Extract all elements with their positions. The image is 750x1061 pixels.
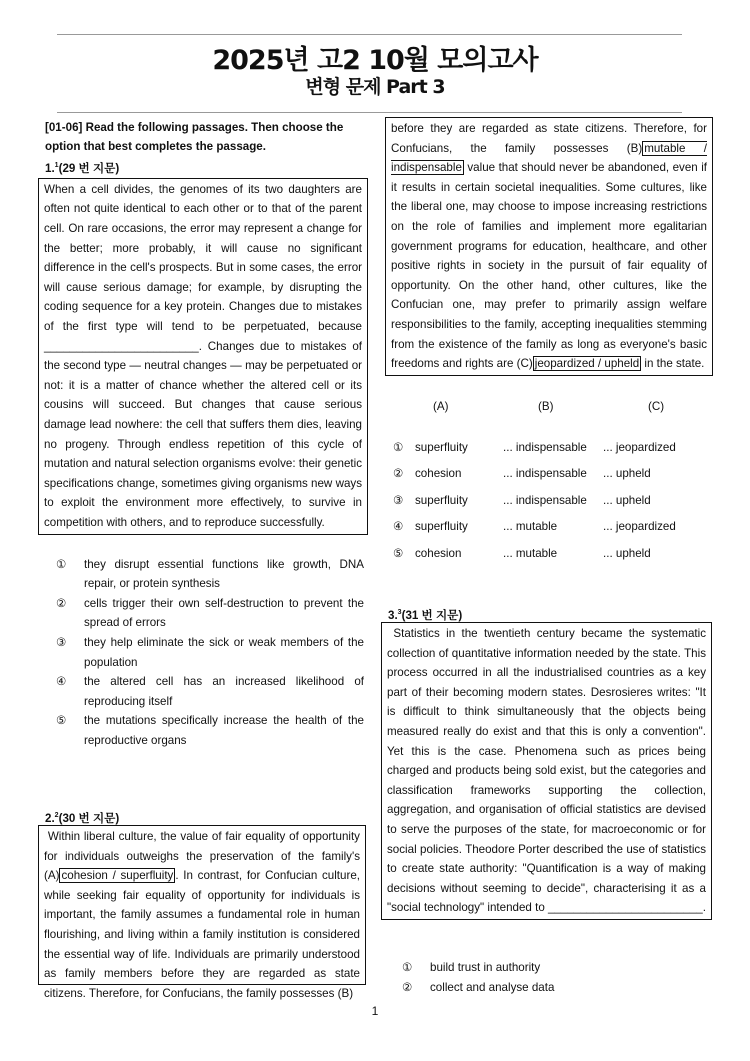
cell: ... upheld	[603, 493, 651, 507]
cell: ... indispensable	[503, 440, 587, 454]
q2-passage-part2: before they are regarded as state citizens. Therefore, for Confucians, the family possesses (B) mutable / indispensable value that should never be abandoned, even if it results in certain societal inequalities. Some cultures, like the liberal one, may choose to impose increasing restrictions on the role of families and implement more egalitarian government programs for education, healthcare, and other positive rights in society in the pursuit of fair equality of opportunity. On the other hand, other cultures, like the Confucian one, may prefer to primarily assign welfare responsibilities to the family, accepting inequalities stemming from the existence of the family as long as everyone's basic freedoms and rights are (C) jeopardized / upheld in the state.	[385, 117, 713, 376]
blank-a: cohesion / superfluity	[61, 869, 174, 883]
q1-heading: 1.$^1$(29 번 지문)	[45, 161, 120, 175]
q1-option-1[interactable]: ① they disrupt essential functions like growth, DNA repair, or protein synthesis	[56, 557, 364, 591]
q3-options	[384, 958, 554, 997]
q1-option-5[interactable]: ⑤ the mutations specifically increase the health of the reproductive organs	[56, 714, 364, 747]
header-b: (B)	[538, 400, 554, 413]
blank-c: jeopardized / upheld	[534, 357, 640, 371]
q2-heading: 2.$^2$(30 번 지문)	[45, 811, 120, 825]
q2-option-3[interactable]: ③	[393, 493, 404, 507]
page-title: 2025년 고2 10월 모의고사	[212, 45, 538, 76]
left-column	[38, 118, 368, 750]
cell: ... mutable	[503, 546, 558, 560]
q2-option-4[interactable]: ④	[393, 520, 404, 534]
q3-option-2[interactable]: ② collect and analyse data	[402, 980, 555, 994]
q2-option-1[interactable]: ①	[393, 440, 404, 454]
q3-option-1[interactable]: ① build trust in authority	[402, 961, 541, 974]
cell: ... upheld	[603, 546, 651, 560]
cell: ... mutable	[503, 520, 558, 534]
cell: superfluity	[415, 520, 468, 534]
cell: ... jeopardized	[603, 520, 676, 534]
cell: cohesion	[415, 467, 462, 481]
cell: ... indispensable	[503, 493, 587, 507]
q2-answer-table	[393, 398, 713, 564]
cell: ... jeopardized	[603, 440, 676, 454]
top-rule	[57, 34, 682, 35]
page-subtitle: 변형 문제 Part 3	[305, 76, 445, 98]
q1-options	[38, 555, 368, 751]
cell: ... upheld	[603, 467, 651, 481]
header-a: (A)	[433, 400, 449, 413]
q3-passage: Statistics in the twentieth century became the systematic collection of quantitative information needed by the state. This process occurred in all the industrialised countries as a key part of their becoming modern states. Desrosieres writes: "It is difficult to think simultaneously that the objects being measured really do exist and that this is only a convention". Yet this is the case. Phenomena such as prices being charged and products being sold exist, but the categories and classification frameworks supporting the collection, aggregation, and organisation of official statistics are devised to serve the purposes of the state, for macroeconomic or for social policies. Theodore Porter described the use of statistics to create state authority: "Quantification is a way of making decisions without seeming to decide", characterising it as a "social technology" intended to ________________________.	[381, 622, 712, 920]
q1-passage: When a cell divides, the genomes of its two daughters are often not quite identical to each other or to that of the parent cell. On rare occasions, the error may represent a change for the better; more probably, it will cause no significant difference in the cell's prospects. But in some cases, the error will cause serious damage; for example, by disrupting the coding sequence for a key protein. Changes due to mistakes of the first type will tend to be perpetuated, because ________________________. Changes due to mistakes of the second type — neutral changes — may be perpetuated or not: it is a matter of chance whether the altered cell or its cousins will succeed. But changes that cause serious damage lead nowhere: the cell that suffers them dies, leaving no progeny. Through endless repetition of this cycle of mutation and natural selection organisms evolve: their genetic specifications change, sometimes giving organisms new ways to exploit the environment more effectively, to survive in competition with others, and to reproduce successfully.	[38, 178, 368, 535]
cell: superfluity	[415, 493, 468, 507]
cell: superfluity	[415, 440, 468, 454]
instructions: [01-06] Read the following passages. Then choose the option that best completes the passage.	[45, 121, 344, 153]
q2-passage-part1: Within liberal culture, the value of fair equality of opportunity for individuals outweighs the preservation of the family's (A) cohesion / superfluity . In contrast, for Confucian culture, while seeking fair equality of opportunity for individuals is important, the family assumes a fundamental role in human flourishing, and living within a family institution is considered the essential way of life. Individuals are primarily understood as family members before they are regarded as state citizens. Therefore, for Confucians, the family possesses (B)	[38, 825, 366, 985]
q1-option-4[interactable]: ④ the altered cell has an increased likelihood of reproducing itself	[56, 675, 364, 708]
q2-option-5[interactable]: ⑤	[393, 546, 404, 560]
page-number: 1	[371, 1004, 379, 1018]
header-rule	[57, 112, 682, 113]
cell: ... indispensable	[503, 467, 587, 481]
cell: cohesion	[415, 546, 462, 560]
q1-option-3[interactable]: ③ they help eliminate the sick or weak members of the population	[56, 635, 364, 669]
q1-option-2[interactable]: ② cells trigger their own self-destruction to prevent the spread of errors	[56, 596, 364, 630]
blank-b: mutable / indispensable	[391, 141, 707, 175]
q2-option-2[interactable]: ②	[393, 467, 404, 481]
header-c: (C)	[648, 400, 665, 413]
q3-heading: 3.$^3$(31 번 지문)	[388, 608, 463, 622]
